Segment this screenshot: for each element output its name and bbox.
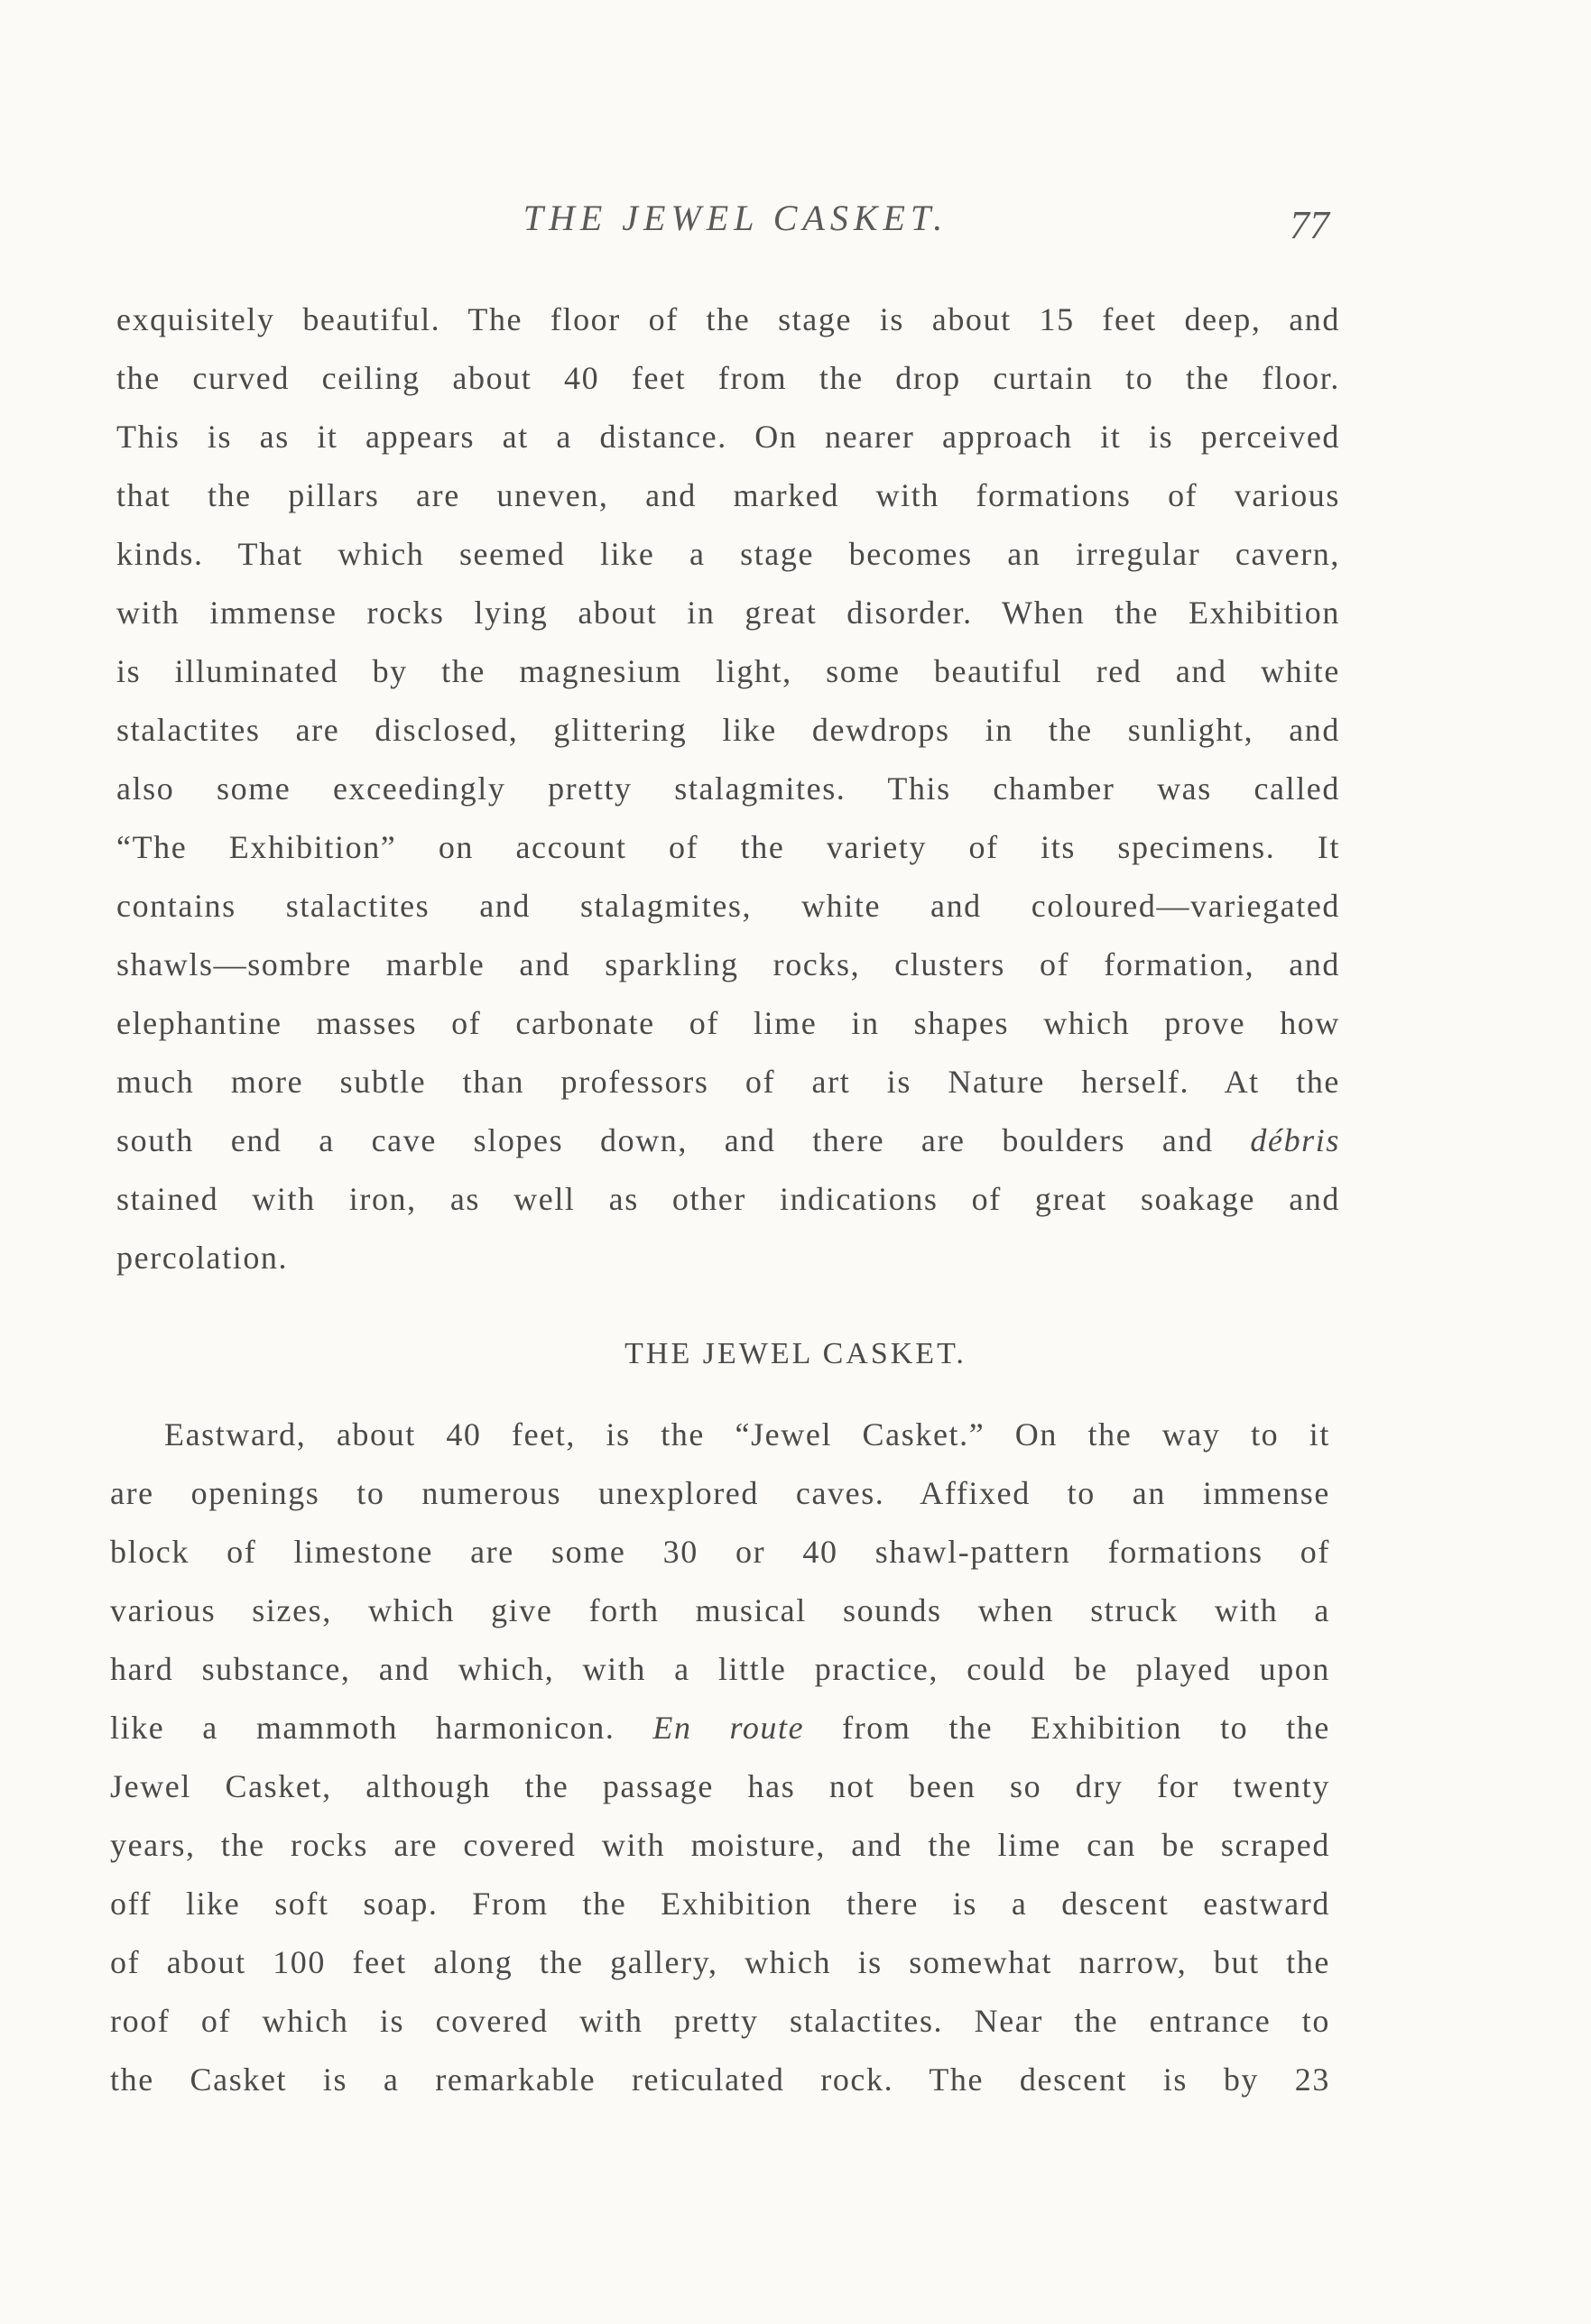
text-segment: like a mammoth harmonicon. — [110, 1710, 653, 1746]
text-line: much more subtle than professors of art is Nature herself. At the — [116, 1064, 1340, 1100]
text-line: block of limestone are some 30 or 40 shawl-pattern formations of — [110, 1534, 1330, 1570]
text-line: various sizes, which give forth musical sounds when struck with a — [110, 1592, 1330, 1628]
text-line: roof of which is covered with pretty stalactites. Near the entrance to — [110, 2003, 1330, 2039]
text-line — [116, 1111, 1340, 1170]
text-line: shawls—sombre marble and sparkling rocks, clusters of formation, and — [116, 946, 1340, 982]
text-line: percolation. — [116, 1240, 289, 1276]
page-number: 77 — [1290, 203, 1329, 247]
paragraph-exhibition — [116, 290, 1340, 1287]
text-line: years, the rocks are covered with moisture, and the lime can be scraped — [110, 1827, 1330, 1863]
text-line: hard substance, and which, with a little practice, could be played upon — [110, 1651, 1330, 1687]
text-line: stained with iron, as well as other indications of great soakage and — [116, 1181, 1340, 1217]
text-line: Eastward, about 40 feet, is the “Jewel Casket.” On the way to it — [164, 1416, 1330, 1452]
text-line — [110, 1699, 1330, 1757]
text-line: are openings to numerous unexplored caves. Affixed to an immense — [110, 1475, 1330, 1511]
text-line: stalactites are disclosed, glittering like dewdrops in the sunlight, and — [116, 712, 1340, 748]
text-segment: south end a cave slopes down, and there are boulders and — [116, 1122, 1251, 1158]
text-line: the Casket is a remarkable reticulated rock. The descent is by 23 — [110, 2061, 1330, 2098]
paragraph-jewel-casket — [110, 1406, 1330, 2109]
running-title: THE JEWEL CASKET. — [523, 198, 948, 238]
text-line: off like soft soap. From the Exhibition there is a descent eastward — [110, 1886, 1330, 1922]
text-segment: from the Exhibition to the — [804, 1710, 1330, 1746]
text-line: contains stalactites and stalagmites, white and coloured—variegated — [116, 888, 1340, 924]
running-head — [0, 197, 1591, 251]
text-line: of about 100 feet along the gallery, which is somewhat narrow, but the — [110, 1944, 1330, 1980]
text-line: exquisitely beautiful. The floor of the stage is about 15 feet deep, and — [116, 301, 1340, 337]
text-line: This is as it appears at a distance. On nearer approach it is perceived — [116, 419, 1340, 455]
italic-word-debris: débris — [1250, 1122, 1340, 1158]
text-line: also some exceedingly pretty stalagmites. This chamber was called — [116, 770, 1340, 807]
text-line: with immense rocks lying about in great disorder. When the Exhibition — [116, 595, 1340, 631]
text-line: elephantine masses of carbonate of lime in shapes which prove how — [116, 1005, 1340, 1041]
text-line: Jewel Casket, although the passage has not been so dry for twenty — [110, 1768, 1330, 1804]
italic-phrase-en-route: En route — [652, 1710, 805, 1746]
section-heading: THE JEWEL CASKET. — [624, 1337, 967, 1370]
text-line: the curved ceiling about 40 feet from the drop curtain to the floor. — [116, 360, 1340, 396]
text-line: is illuminated by the magnesium light, some beautiful red and white — [116, 653, 1340, 689]
text-line: “The Exhibition” on account of the variety of its specimens. It — [116, 829, 1340, 865]
text-line: that the pillars are uneven, and marked with formations of various — [116, 477, 1340, 513]
text-line: kinds. That which seemed like a stage becomes an irregular cavern, — [116, 536, 1340, 572]
